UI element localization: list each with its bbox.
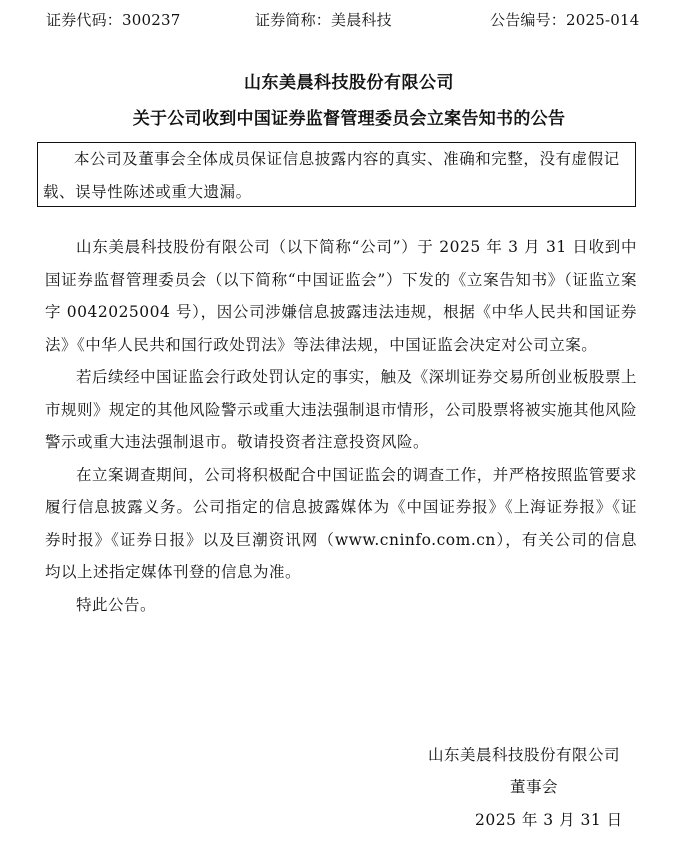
disclaimer-box — [37, 142, 636, 207]
stock-code: 证券代码：300237 — [46, 11, 181, 29]
disclaimer-text: 本公司及董事会全体成员保证信息披露内容的真实、准确和完整，没有虚假记载、误导性陈述或重大遗漏。 — [43, 150, 620, 201]
announcement-body — [45, 231, 637, 621]
signature-company: 山东美晨科技股份有限公司 — [428, 746, 621, 764]
stock-abbreviation: 证券简称：美晨科技 — [255, 11, 392, 29]
paragraph-disclosure-media: 在立案调查期间，公司将积极配合中国证监会的调查工作，并严格按照监管要求履行信息披露义务。公司指定的信息披露媒体为《中国证券报》《上海证券报》《证券时报》《证券日报》以及巨潮资讯网（www.cninfo.com.cn），有关公司的信息均以上述指定媒体刊登的信息为准。 — [45, 465, 637, 581]
signature-date: 2025 年 3 月 31 日 — [475, 811, 623, 829]
announcement-number: 公告编号：2025-014 — [490, 11, 640, 29]
paragraph-filing-notice: 山东美晨科技股份有限公司（以下简称“公司”）于 2025 年 3 月 31 日收到中国证券监督管理委员会（以下简称“中国证监会”）下发的《立案告知书》（证监立案字 0042025004 号），因公司涉嫌信息披露违法违规，根据《中华人民共和国证券法》《中华人民共和国行政处罚法》等法律法规，中国证监会决定对公司立案。 — [45, 238, 637, 354]
company-title: 山东美晨科技股份有限公司 — [244, 73, 454, 93]
notice-title: 关于公司收到中国证券监督管理委员会立案告知书的公告 — [132, 109, 566, 129]
paragraph-closing: 特此公告。 — [76, 595, 157, 614]
paragraph-delisting-risk: 若后续经中国证监会行政处罚认定的事实，触及《深圳证券交易所创业板股票上市规则》规定的其他风险警示或重大违法强制退市情形，公司股票将被实施其他风险警示或重大违法强制退市。敬请投资者注意投资风险。 — [45, 368, 638, 451]
signature-board: 董事会 — [510, 778, 559, 796]
